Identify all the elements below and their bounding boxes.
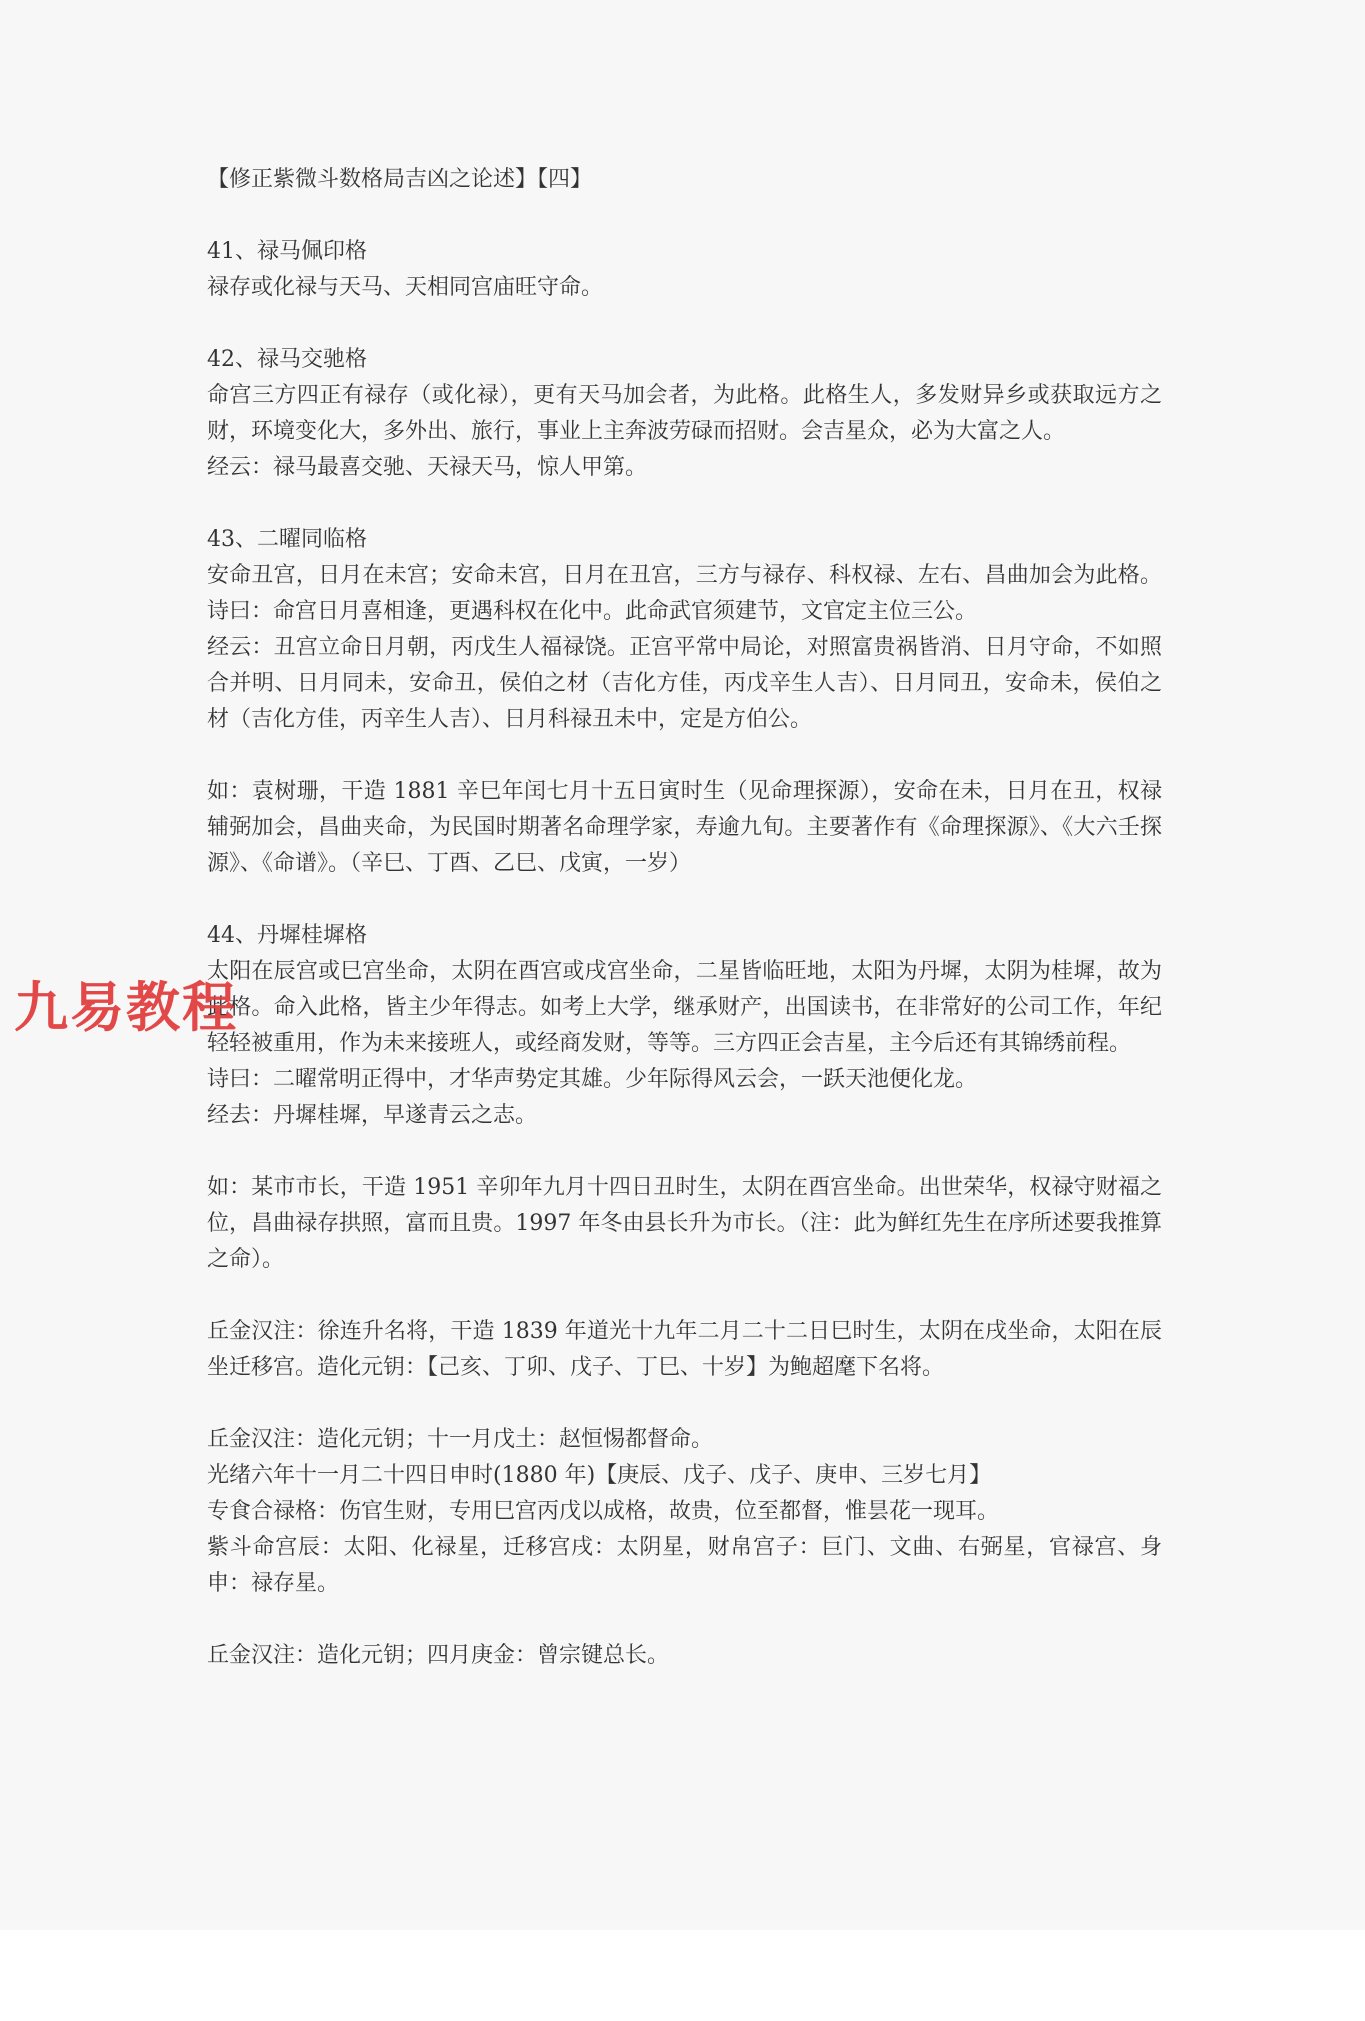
paragraph-line: 诗曰：二曜常明正得中，才华声势定其雄。少年际得风云会，一跃天池便化龙。 (207, 1067, 978, 1092)
paragraph-line: 丘金汉注：造化元钥；十一月戊土：赵恒惕都督命。 (207, 1427, 714, 1452)
section-41 (207, 234, 1162, 306)
document-body (207, 162, 1162, 1710)
paragraph-line: 经云：禄马最喜交驰、天禄天马，惊人甲第。 (207, 455, 648, 480)
paragraph-line: 禄存或化禄与天马、天相同宫庙旺守命。 (207, 275, 604, 300)
example-yuan-shushan (207, 774, 1162, 882)
section-heading: 42、禄马交驰格 (207, 347, 367, 372)
paragraph-line: 如：袁树珊，干造 1881 辛巳年闰七月十五日寅时生（见命理探源），安命在未，日月在丑，权禄辅弼加会，昌曲夹命，为民国时期著名命理学家，寿逾九旬。主要著作有《命理探源》、《大六壬探源》、《命谱》。（辛巳、丁酉、乙巳、戊寅，一岁） (207, 779, 1162, 876)
document-title: 【修正紫微斗数格局吉凶之论述】【四】 (207, 167, 593, 192)
paragraph-line: 经云：丑宫立命日月朝，丙戊生人福禄饶。正宫平常中局论，对照富贵祸皆消、日月守命，不如照合并明、日月同未，安命丑，侯伯之材（吉化方佳，丙戊辛生人吉）、日月同丑，安命未，侯伯之材（吉化方佳，丙辛生人吉）、日月科禄丑未中，定是方伯公。 (207, 635, 1162, 732)
section-heading: 43、二曜同临格 (207, 527, 367, 552)
paragraph-line: 专食合禄格：伤官生财，专用巳宫丙戊以成格，故贵，位至都督，惟昙花一现耳。 (207, 1499, 1000, 1524)
section-42 (207, 342, 1162, 486)
paragraph-line: 丘金汉注：徐连升名将，干造 1839 年道光十九年二月二十二日巳时生，太阴在戌坐命，太阳在辰坐迁移宫。造化元钥：【己亥、丁卯、戊子、丁巳、十岁】为鲍超麾下名将。 (207, 1319, 1162, 1380)
paragraph-line: 经去：丹墀桂墀，早遂青云之志。 (207, 1103, 538, 1128)
section-heading: 44、丹墀桂墀格 (207, 923, 367, 948)
note-zeng-zongjian (207, 1638, 1162, 1674)
watermark-logo: 九易教程 (14, 976, 238, 1039)
section-44 (207, 918, 1162, 1134)
paragraph-line: 安命丑宫，日月在未宫；安命未宫，日月在丑宫，三方与禄存、科权禄、左右、昌曲加会为此格。诗曰：命宫日月喜相逢，更遇科权在化中。此命武官须建节，文官定主位三公。 (207, 563, 1162, 624)
section-heading: 41、禄马佩印格 (207, 239, 367, 264)
paragraph-line: 光绪六年十一月二十四日申时(1880 年)【庚辰、戊子、戊子、庚申、三岁七月】 (207, 1463, 992, 1488)
note-zhao-hengti (207, 1422, 1162, 1602)
paragraph-line: 如：某市市长，干造 1951 辛卯年九月十四日丑时生，太阴在酉宫坐命。出世荣华，权禄守财福之位，昌曲禄存拱照，富而且贵。1997 年冬由县长升为市长。（注：此为鲜红先生在序所述要我推算之命）。 (207, 1175, 1162, 1272)
paragraph-line: 太阳在辰宫或巳宫坐命，太阴在酉宫或戌宫坐命，二星皆临旺地，太阳为丹墀，太阴为桂墀，故为此格。命入此格，皆主少年得志。如考上大学，继承财产，出国读书，在非常好的公司工作，年纪轻轻被重用，作为未来接班人，或经商发财，等等。三方四正会吉星，主今后还有其锦绣前程。 (207, 959, 1162, 1056)
section-43 (207, 522, 1162, 738)
paragraph-line: 命宫三方四正有禄存（或化禄），更有天马加会者，为此格。此格生人，多发财异乡或获取远方之财，环境变化大，多外出、旅行，事业上主奔波劳碌而招财。会吉星众，必为大富之人。 (207, 383, 1162, 444)
example-mayor (207, 1170, 1162, 1278)
paragraph-line: 紫斗命宫辰：太阳、化禄星，迁移宫戌：太阴星，财帛宫子：巨门、文曲、右弼星，官禄宫、身申：禄存星。 (207, 1535, 1162, 1596)
note-xu-liansheng (207, 1314, 1162, 1386)
paragraph-line: 丘金汉注：造化元钥；四月庚金：曾宗键总长。 (207, 1643, 670, 1668)
